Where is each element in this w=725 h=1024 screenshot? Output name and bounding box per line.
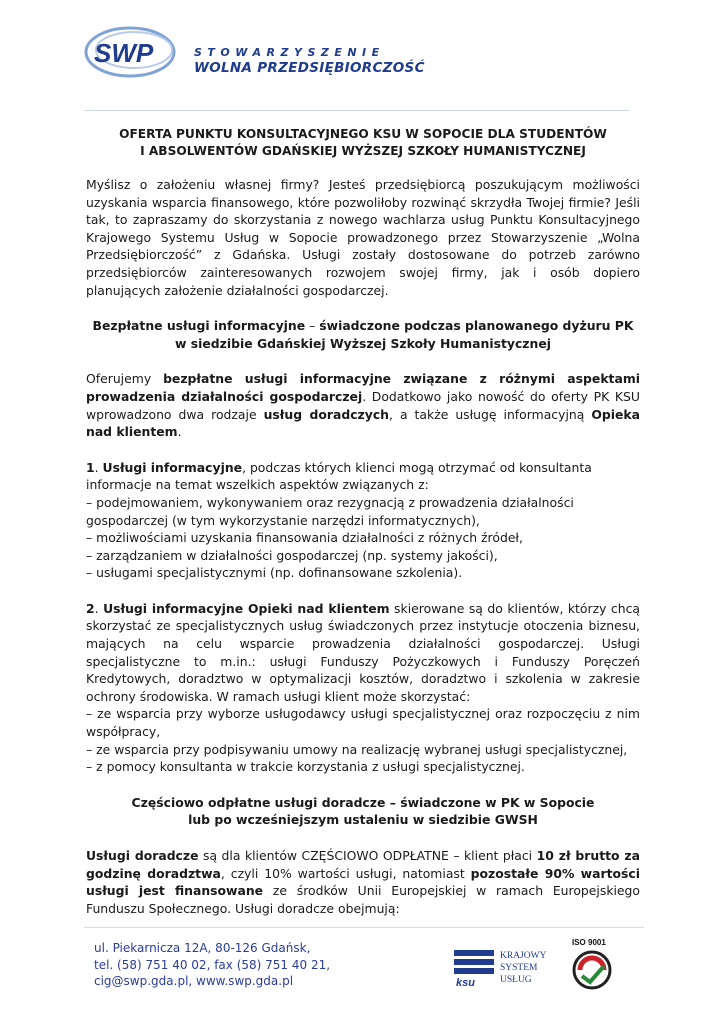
offer-text-2: . Dodatkowo jako nowość do oferty PK KSU wprowadzono dwa rodzaje	[86, 388, 640, 422]
address-street: ul. Piekarnicza 12A, 80-126 Gdańsk,	[94, 941, 311, 955]
advisory-text-3: ze środków Unii Europejskiej w ramach Europejskiego Funduszu Społecznego. Usługi doradcze obejmują:	[86, 883, 641, 916]
item2-list-item: – ze wsparcia przy wyborze usługodawcy usługi specjalistycznej oraz rozpoczęciu z nim współpracy,	[86, 706, 640, 740]
address-email-web: cig@swp.gda.pl, www.swp.gda.pl	[94, 974, 294, 988]
item1-number: 1	[86, 459, 95, 475]
title-line2: I ABSOLWENTÓW GDAŃSKIEJ WYŻSZEJ SZKOŁY HUMANISTYCZNEJ	[140, 144, 586, 158]
item2-number: 2	[86, 600, 95, 616]
section2-heading	[86, 794, 640, 829]
item1-list-item: – usługami specjalistycznymi (np. dofinansowane szkolenia).	[86, 565, 463, 581]
footer-divider	[84, 927, 644, 928]
item1-title: Usługi informacyjne	[102, 459, 243, 475]
section1-heading	[86, 317, 640, 352]
document-body	[86, 126, 640, 917]
swp-logo	[84, 22, 176, 80]
advisory-bold-1: Usługi doradcze	[86, 848, 199, 863]
org-name-line2: WOLNA PRZEDSIĘBIORCZOŚĆ	[194, 60, 425, 76]
item1-list-item: – możliwościami uzyskania finansowania działalności z różnych źródeł,	[86, 530, 523, 546]
item2-list-item: – ze wsparcia przy podpisywaniu umowy na realizację wybranej usługi specjalistycznej,	[86, 741, 628, 757]
offer-text-1: Oferujemy	[86, 371, 164, 387]
advisory-bold-3: pozostałe 90% wartości usługi jest finansowane	[86, 865, 640, 899]
svg-text:SWP: SWP	[94, 38, 154, 68]
intro-paragraph: Myślisz o założeniu własnej firmy? Jesteś przedsiębiorcą poszukującym możliwości uzyskania wsparcia finansowego, które pozwoliłoby rozwinąć skrzydła Twojej firmie? Jeśli tak, to zapraszamy do skorzystania z nowego wachlarza usług Punktu Konsultacyjnego Krajowego Systemu Usług w Sopocie prowadzonego przez Stowarzyszenie „Wolna Przedsiębiorczość” z Gdańska. Usługi zostały dostosowane do potrzeb zarówno przedsiębiorców zainteresowanych rozwojem swojej firmy, jak i osób dopiero planujących założenie działalności gospodarczej.	[86, 177, 640, 298]
svg-text:ksu: ksu	[456, 977, 475, 988]
item1-paragraph	[86, 459, 640, 494]
section1-heading-dash: –	[305, 318, 320, 334]
offer-text-3: , a także usługę informacyjną	[389, 406, 592, 422]
address-phone: tel. (58) 751 40 02, fax (58) 751 40 21,	[94, 957, 331, 972]
item2-text: skierowane są do klientów, którzy chcą skorzystać ze specjalistycznych usług świadczonych przez instytucje otoczenia biznesu, mających na celu wsparcie prowadzenia działalności gospodarczej. Usługi specjalistyczne to m.in.: usługi Funduszy Pożyczkowych i Funduszy Poręczeń Kredytowych, doradztwo w optymalizacji kosztów, doradztwo i szkolenia w zakresie ochrony środowiska. W ramach usługi klient może skorzystać:	[86, 600, 640, 704]
offer-paragraph	[86, 370, 640, 440]
advisory-bold-2: 10 zł brutto za godzinę doradztwa	[86, 848, 640, 881]
svg-text:USŁUG: USŁUG	[500, 975, 532, 985]
svg-text:KRAJOWY: KRAJOWY	[500, 951, 547, 961]
org-name-line1: STOWARZYSZENIE	[194, 46, 385, 59]
advisory-text-1: są dla klientów CZĘŚCIOWO ODPŁATNE – klient płaci	[198, 848, 537, 863]
item2-list-item: – z pomocy konsultanta w trakcie korzystania z usługi specjalistycznej.	[86, 759, 525, 775]
letterhead	[84, 22, 644, 92]
section2-heading-line1: Częściowo odpłatne usługi doradcze – świadczone w PK w Sopocie	[131, 794, 595, 810]
offer-bold-2: usług doradczych	[263, 406, 389, 422]
item1-text: , podczas których klienci mogą otrzymać od konsultanta informacje na temat wszelkich aspektów związanych z:	[86, 459, 592, 493]
document-title	[86, 126, 640, 160]
svg-text:SYSTEM: SYSTEM	[500, 963, 538, 973]
svg-text:ISO 9001: ISO 9001	[572, 938, 606, 947]
item1-list-item: – podejmowaniem, wykonywaniem oraz rezygnacją z prowadzenia działalności gospodarczej (w tym wykorzystanie narzędzi informatycznych),	[86, 494, 574, 528]
footer-address	[94, 940, 330, 990]
header-divider	[84, 110, 629, 111]
offer-text-4: .	[177, 424, 182, 440]
section1-heading-part1: Bezpłatne usługi informacyjne	[92, 318, 306, 334]
section1-heading-part2: świadczone podczas planowanego dyżuru PK	[319, 318, 634, 334]
ksu-logo	[454, 946, 554, 988]
item1-list-item: – zarządzaniem w działalności gospodarczej (np. systemy jakości),	[86, 547, 498, 563]
item2-paragraph	[86, 600, 640, 706]
offer-bold-1: bezpłatne usługi informacyjne związane z różnymi aspektami prowadzenia działalności gospodarczej	[86, 371, 641, 404]
advisory-text-2: , czyli 10% wartości usługi, natomiast	[220, 865, 471, 881]
offer-bold-3: Opieka nad klientem	[86, 406, 640, 440]
item2-dot: .	[94, 600, 104, 616]
item2-title: Usługi informacyjne Opieki nad klientem	[103, 600, 390, 616]
title-line1: OFERTA PUNKTU KONSULTACYJNEGO KSU W SOPOCIE DLA STUDENTÓW	[119, 127, 607, 141]
iso-9001-logo	[568, 936, 616, 992]
section1-heading-line2: w siedzibie Gdańskiej Wyższej Szkoły Humanistycznej	[175, 335, 551, 351]
advisory-paragraph	[86, 847, 640, 917]
section2-heading-line2: lub po wcześniejszym ustaleniu w siedzibie GWSH	[188, 812, 538, 828]
item1-dot: .	[94, 459, 103, 475]
